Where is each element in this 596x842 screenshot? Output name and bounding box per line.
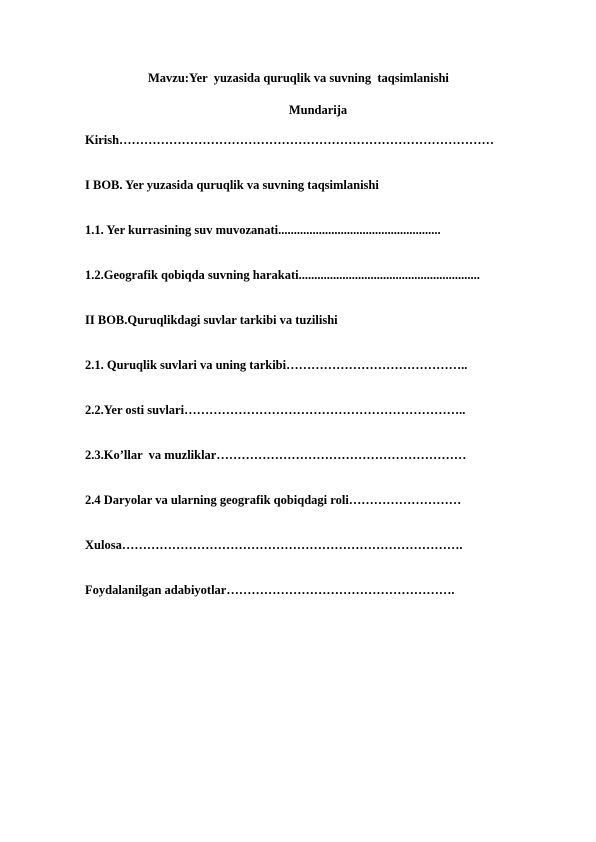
document-title-text: Mavzu:Yer yuzasida quruqlik va suvning taqsimlanishi xyxy=(148,71,449,85)
toc-entry-2-1: 2.1. Quruqlik suvlari va uning tarkibi…………………………………….. xyxy=(85,358,468,372)
toc-entry-2-2: 2.2.Yer osti suvlari………………………………………………………….. xyxy=(85,403,466,417)
toc-entry-adabiyotlar: Foydalanilgan adabiyotlar………………………………………………. xyxy=(85,583,455,597)
toc-entry-2-3: 2.3.Ko’llar va muzliklar…………………………………………………… xyxy=(85,448,467,462)
toc-entry-chapter-1: I BOB. Yer yuzasida quruqlik va suvning taqsimlanishi xyxy=(85,178,379,192)
toc-entry-1-1: 1.1. Yer kurrasining suv muvozanati.................................................... xyxy=(85,223,441,237)
toc-entry-1-2: 1.2.Geografik qobiqda suvning harakati.......................................................... xyxy=(85,268,480,282)
toc-entry-xulosa: Xulosa………………………………………………………………………. xyxy=(85,538,463,552)
toc-entry-chapter-2: II BOB.Quruqlikdagi suvlar tarkibi va tuzilishi xyxy=(85,313,338,327)
toc-entry-kirish: Kirish……………………………………………………………………………… xyxy=(85,133,495,147)
toc-entry-2-4: 2.4 Daryolar va ularning geografik qobiqdagi roli……………………… xyxy=(85,493,462,507)
toc-heading: Mundarija xyxy=(288,103,348,117)
document-title xyxy=(0,56,596,101)
